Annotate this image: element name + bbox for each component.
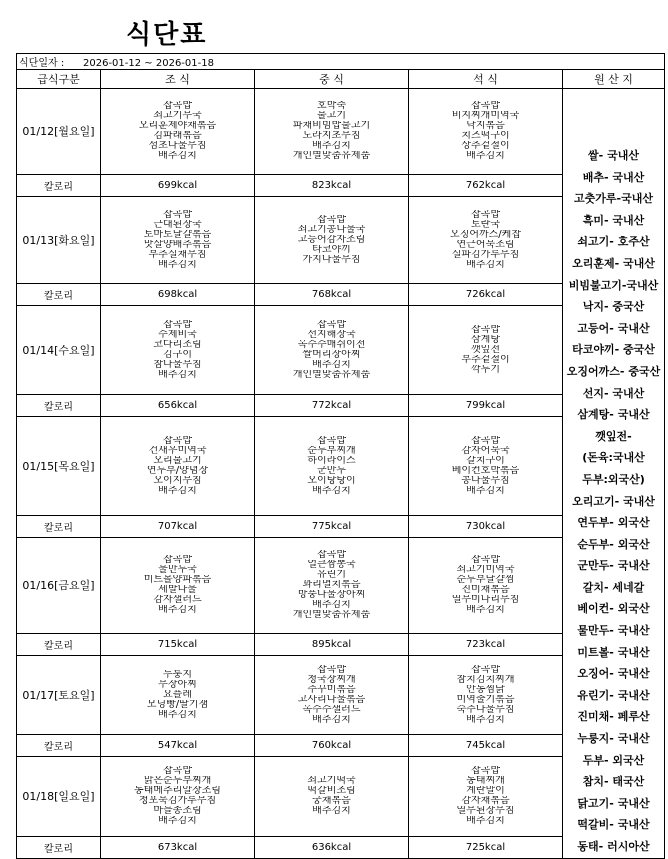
menu-item: 얼큰짬뽕국 <box>307 560 356 571</box>
lunch-cell <box>255 196 409 284</box>
lunch-cell <box>255 537 409 633</box>
menu-item: 잡곡밥 <box>471 436 500 447</box>
menu-item: 배추김치 <box>158 486 197 497</box>
date-cell: 01/15[목요일] <box>17 416 101 515</box>
menu-item: 근대된장국 <box>153 220 202 231</box>
menu-item: 순두부찌개 <box>307 446 356 457</box>
menu-item: 갈치구이 <box>466 456 505 467</box>
menu-item: 잡곡밥 <box>163 555 192 566</box>
calorie-value: 772kcal <box>255 395 409 417</box>
menu-item: 마늘종조림 <box>153 806 202 817</box>
menu-table <box>16 53 665 859</box>
menu-item: 가지나물무침 <box>302 255 361 266</box>
menu-item: 동태찌개 <box>466 776 505 787</box>
calorie-value: 547kcal <box>101 735 255 757</box>
period-label: 식단일자 : <box>19 58 65 69</box>
menu-item: 오징어까스/케찹 <box>450 230 521 241</box>
menu-item: 동태메추리알장조림 <box>134 786 221 797</box>
menu-item: 배추김치 <box>158 370 197 381</box>
menu-item: 주꾸미볶음 <box>307 685 356 696</box>
menu-item: 잡곡밥 <box>471 325 500 336</box>
menu-item: 배추김치 <box>466 151 505 162</box>
origin-item: 고등어- 국내산 <box>577 321 650 335</box>
menu-item: 김구이 <box>163 350 192 361</box>
header-meal-type: 급식구분 <box>17 70 101 89</box>
menu-item: 오이지무침 <box>153 476 202 487</box>
menu-item: 연두부/양념장 <box>146 466 209 477</box>
header-lunch: 중 식 <box>255 70 409 89</box>
menu-item: 개인별맞춤유제품 <box>292 610 371 621</box>
menu-item: 미트볼양파볶음 <box>143 575 212 586</box>
origin-item: 선지- 국내산 <box>582 386 645 400</box>
menu-item: 떡갈비조림 <box>307 786 356 797</box>
date-cell: 01/18[일요일] <box>17 757 101 837</box>
menu-item: 배추김치 <box>158 710 197 721</box>
menu-item: 배추김치 <box>466 715 505 726</box>
menu-item: 잡곡밥 <box>163 101 192 112</box>
menu-item: 계란말이 <box>466 786 505 797</box>
origin-item: 비빔불고기-국내산 <box>568 278 659 292</box>
origin-item: 오징어까스- 중국산 <box>566 364 661 378</box>
dinner-cell <box>409 757 563 837</box>
menu-item: 낙지볶음 <box>466 121 505 132</box>
dinner-cell <box>409 306 563 395</box>
menu-item: 잡곡밥 <box>163 320 192 331</box>
menu-item: 세발나물 <box>158 585 197 596</box>
origin-item: 배추- 국내산 <box>582 170 645 184</box>
origin-item: 베이컨- 외국산 <box>577 602 650 616</box>
menu-item: 잡곡밥 <box>163 766 192 777</box>
origin-item: 동태- 러시아산 <box>577 840 650 853</box>
menu-item: 배추김치 <box>466 486 505 497</box>
menu-item: 안동찜닭 <box>466 685 505 696</box>
menu-item: 배추김치 <box>312 600 351 611</box>
dinner-cell <box>409 89 563 175</box>
origin-item: 참치- 태국산 <box>582 775 645 789</box>
origin-item: 순두부- 외국산 <box>577 537 650 551</box>
origin-item: 타코야끼- 중국산 <box>572 343 655 357</box>
origin-item: 두부:외국산) <box>582 472 645 486</box>
menu-item: 숙주나물무침 <box>456 705 515 716</box>
menu-item: 삼계탕 <box>471 335 500 346</box>
menu-item: 치즈떡구이 <box>461 131 510 142</box>
date-cell: 01/17[토요일] <box>17 655 101 735</box>
menu-item: 무장아찌 <box>158 680 197 691</box>
calorie-value: 698kcal <box>101 284 255 306</box>
menu-item: 깍두기 <box>471 365 500 376</box>
menu-item: 고사리나물볶음 <box>297 695 366 706</box>
menu-item: 배추김치 <box>466 816 505 827</box>
origin-item: 오리훈제- 국내산 <box>572 256 655 270</box>
menu-item: 부추겉절이 <box>461 355 510 366</box>
origin-item: 낙지- 중국산 <box>582 300 645 314</box>
calorie-value: 725kcal <box>409 836 563 858</box>
date-cell: 01/14[수요일] <box>17 306 101 395</box>
calorie-label: 칼로리 <box>17 516 101 538</box>
menu-item: 도라지초무침 <box>302 131 361 142</box>
menu-item: 잡곡밥 <box>471 101 500 112</box>
menu-item: 꽈리멸치볶음 <box>302 580 361 591</box>
calorie-label: 칼로리 <box>17 174 101 196</box>
menu-item: 잡곡밥 <box>317 215 346 226</box>
page-title: 식단표 <box>126 20 208 50</box>
menu-item: 열무미나리무침 <box>451 595 520 606</box>
breakfast-cell <box>101 89 255 175</box>
menu-item: 섬초나물무침 <box>148 141 207 152</box>
menu-item: 쇠고기콩나물국 <box>297 225 366 236</box>
menu-item: 배추김치 <box>312 486 351 497</box>
menu-item: 잡곡밥 <box>317 665 346 676</box>
dinner-cell <box>409 196 563 284</box>
menu-item: 쇠고기무국 <box>153 111 202 122</box>
menu-item: 배추김치 <box>466 260 505 271</box>
calorie-value: 823kcal <box>255 174 409 196</box>
menu-item: 잡곡밥 <box>163 210 192 221</box>
header-origin: 원 산 지 <box>563 70 665 89</box>
breakfast-cell <box>101 537 255 633</box>
origin-item: 물만두- 국내산 <box>577 624 650 638</box>
breakfast-cell <box>101 416 255 515</box>
lunch-cell <box>255 757 409 837</box>
date-cell: 01/13[화요일] <box>17 196 101 284</box>
origin-item: 누룽지- 국내산 <box>577 732 650 746</box>
calorie-value: 799kcal <box>409 395 563 417</box>
calorie-value: 768kcal <box>255 284 409 306</box>
menu-item: 쇠고기미역국 <box>456 565 515 576</box>
origin-item: 연두부- 외국산 <box>577 516 650 530</box>
lunch-cell <box>255 416 409 515</box>
menu-item: 불고기 <box>317 111 346 122</box>
menu-item: 배추김치 <box>158 605 197 616</box>
menu-item: 감자샐러드 <box>153 595 202 606</box>
menu-item: 맑은순두부찌개 <box>143 776 212 787</box>
date-cell: 01/12[월요일] <box>17 89 101 175</box>
origin-item: 고춧가루-국내산 <box>574 192 653 206</box>
menu-item: 건새우미역국 <box>148 446 207 457</box>
menu-item: 궁채볶음 <box>312 796 351 807</box>
menu-item: 수제비국 <box>158 330 197 341</box>
menu-item: 감자어묵국 <box>461 446 510 457</box>
menu-item: 모닝빵/딸기잼 <box>146 700 209 711</box>
menu-item: 호박죽 <box>317 101 346 112</box>
menu-item: 맛살양배추볶음 <box>143 240 212 251</box>
menu-item: 미역줄기볶음 <box>456 695 515 706</box>
calorie-value: 775kcal <box>255 516 409 538</box>
calorie-value: 636kcal <box>255 836 409 858</box>
calorie-label: 칼로리 <box>17 395 101 417</box>
menu-item: 참나물무침 <box>153 360 202 371</box>
menu-item: 개인별맞춤유제품 <box>292 151 371 162</box>
menu-item: 개인별맞춤유제품 <box>292 370 371 381</box>
origin-item: 군만두- 국내산 <box>577 559 650 573</box>
origin-item: 갈치- 세네갈 <box>582 580 645 594</box>
menu-item: 토마토달걀볶음 <box>143 230 212 241</box>
menu-item: 쌀머리장아찌 <box>302 350 361 361</box>
origin-item: 진미채- 페루산 <box>577 710 650 724</box>
menu-item: 잡곡밥 <box>471 766 500 777</box>
origin-cell <box>563 89 665 859</box>
lunch-cell <box>255 89 409 175</box>
menu-item: 배추김치 <box>312 806 351 817</box>
menu-item: 순두부달걀찜 <box>456 575 515 586</box>
menu-item: 배추김치 <box>312 141 351 152</box>
menu-item: 부추실채무침 <box>148 250 207 261</box>
menu-item: 누룽지 <box>163 670 192 681</box>
day-row <box>17 89 665 175</box>
breakfast-cell <box>101 306 255 395</box>
calorie-value: 656kcal <box>101 395 255 417</box>
calorie-value: 723kcal <box>409 634 563 656</box>
menu-item: 실파김가루무침 <box>451 250 520 261</box>
calorie-value: 726kcal <box>409 284 563 306</box>
menu-item: 쇠고기떡국 <box>307 776 356 787</box>
calorie-value: 895kcal <box>255 634 409 656</box>
origin-item: 유린기- 국내산 <box>577 688 650 702</box>
origin-item: 두부- 외국산 <box>582 753 645 767</box>
menu-item: 선지해장국 <box>307 330 356 341</box>
origin-item: 오징어- 국내산 <box>577 667 650 681</box>
menu-item: 군만두 <box>317 466 346 477</box>
origin-item: 닭고기- 국내산 <box>577 796 650 810</box>
menu-item: 토란국 <box>471 220 500 231</box>
calorie-value: 699kcal <box>101 174 255 196</box>
menu-item: 참치김치찌개 <box>456 675 515 686</box>
lunch-cell <box>255 655 409 735</box>
menu-item: 유린기 <box>317 570 346 581</box>
origin-item: 오리고기- 국내산 <box>572 494 655 508</box>
menu-item: 청포묵김가루무침 <box>138 796 217 807</box>
menu-item: 잡곡밥 <box>471 210 500 221</box>
dinner-cell <box>409 416 563 515</box>
menu-item: 깻잎전 <box>471 345 500 356</box>
origin-item: 떡갈비- 국내산 <box>577 818 650 832</box>
menu-item: 잡곡밥 <box>471 555 500 566</box>
menu-item: 방풍나물장아찌 <box>297 590 366 601</box>
menu-item: 요플레 <box>163 690 192 701</box>
date-cell: 01/16[금요일] <box>17 537 101 633</box>
calorie-value: 715kcal <box>101 634 255 656</box>
menu-item: 오리훈제야채볶음 <box>138 121 217 132</box>
origin-item: 삼계탕- 국내산 <box>577 408 650 422</box>
calorie-label: 칼로리 <box>17 735 101 757</box>
breakfast-cell <box>101 655 255 735</box>
menu-item: 배추김치 <box>312 360 351 371</box>
calorie-value: 760kcal <box>255 735 409 757</box>
menu-item: 옥수수샐러드 <box>302 705 361 716</box>
menu-item: 오리불고기 <box>153 456 202 467</box>
menu-item: 배추김치 <box>158 816 197 827</box>
period-value: 2026-01-12 ~ 2026-01-18 <box>83 58 214 69</box>
menu-item: 파채비빔밥불고기 <box>292 121 371 132</box>
calorie-value: 673kcal <box>101 836 255 858</box>
calorie-value: 707kcal <box>101 516 255 538</box>
origin-item: 쇠고기- 호주산 <box>577 235 650 249</box>
breakfast-cell <box>101 196 255 284</box>
menu-item: 콩나물무침 <box>461 476 510 487</box>
calorie-value: 762kcal <box>409 174 563 196</box>
calorie-label: 칼로리 <box>17 284 101 306</box>
menu-item: 코다리조림 <box>153 340 202 351</box>
origin-item: 깻잎전- <box>595 429 632 443</box>
menu-item: 잡곡밥 <box>317 320 346 331</box>
calorie-label: 칼로리 <box>17 836 101 858</box>
menu-item: 연근어묵조림 <box>456 240 515 251</box>
menu-item: 진미채볶음 <box>461 585 510 596</box>
lunch-cell <box>255 306 409 395</box>
menu-item: 잡곡밥 <box>317 550 346 561</box>
menu-item: 베이컨호박볶음 <box>451 466 520 477</box>
menu-item: 옥수수매쉬이전 <box>297 340 366 351</box>
period-row <box>17 54 665 70</box>
menu-item: 김파래볶음 <box>153 131 202 142</box>
breakfast-cell <box>101 757 255 837</box>
menu-item: 감자채볶음 <box>461 796 510 807</box>
origin-item: 흑미- 국내산 <box>582 213 645 227</box>
origin-item: 쌀- 국내산 <box>588 149 639 162</box>
menu-item: 배추김치 <box>312 715 351 726</box>
dinner-cell <box>409 655 563 735</box>
menu-item: 배추김치 <box>158 260 197 271</box>
menu-item: 배추김치 <box>158 151 197 162</box>
menu-item: 잡곡밥 <box>317 436 346 447</box>
menu-item: 상추겉절이 <box>461 141 510 152</box>
dinner-cell <box>409 537 563 633</box>
menu-item: 물만두국 <box>158 565 197 576</box>
menu-item: 배추김치 <box>466 605 505 616</box>
header-breakfast: 조 식 <box>101 70 255 89</box>
calorie-value: 745kcal <box>409 735 563 757</box>
menu-item: 열무된장무침 <box>456 806 515 817</box>
calorie-label: 칼로리 <box>17 634 101 656</box>
menu-item: 고등어감자조림 <box>297 235 366 246</box>
menu-item: 오이탕탕이 <box>307 476 356 487</box>
header-dinner: 석 식 <box>409 70 563 89</box>
menu-item: 하이라이스 <box>307 456 356 467</box>
menu-item: 비지찌개미역국 <box>451 111 520 122</box>
origin-item: 미트볼- 국내산 <box>577 645 650 659</box>
menu-item: 잡곡밥 <box>471 665 500 676</box>
menu-item: 청국장찌개 <box>307 675 356 686</box>
menu-item: 타코야끼 <box>312 245 351 256</box>
calorie-value: 730kcal <box>409 516 563 538</box>
header-row <box>17 70 665 89</box>
menu-item: 잡곡밥 <box>163 436 192 447</box>
origin-item: (돈육:국내산 <box>582 451 645 465</box>
